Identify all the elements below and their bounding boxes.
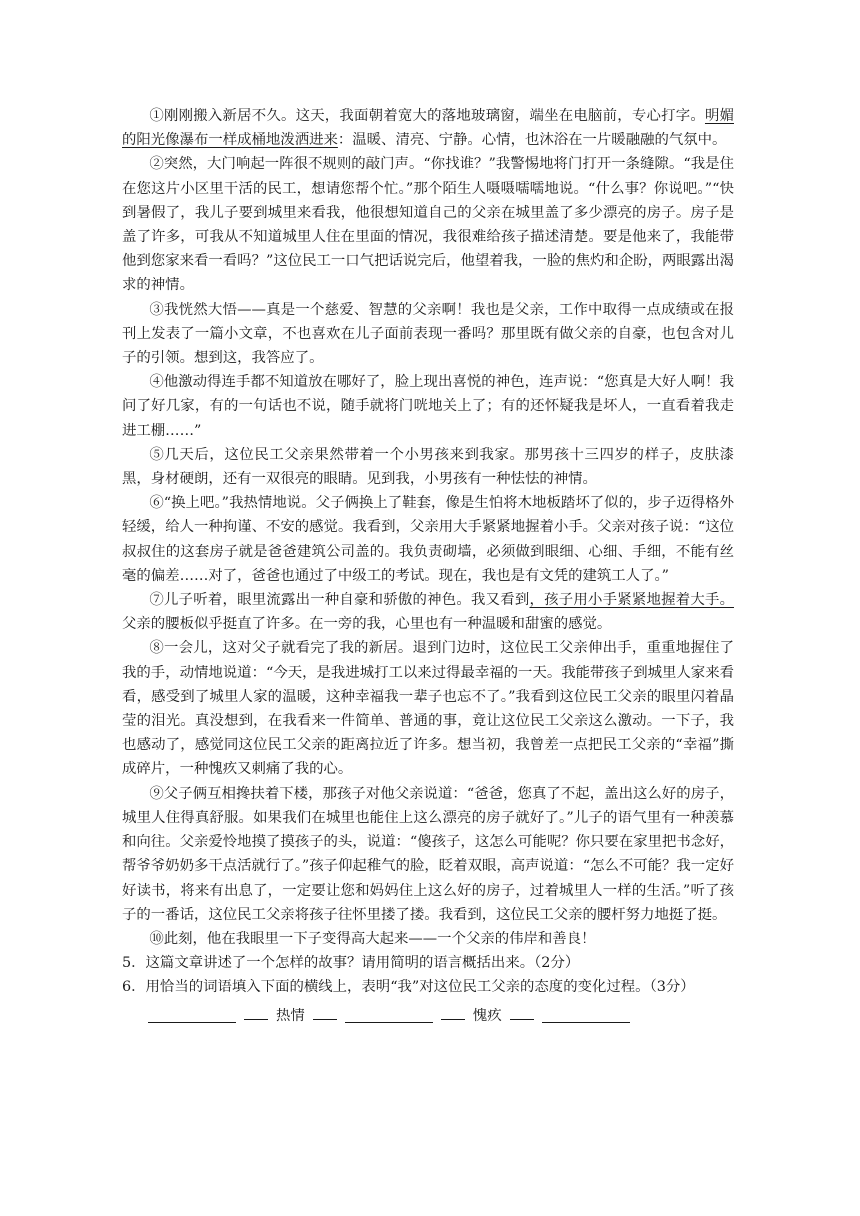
underlined-sentence: 明媚的阳光像瀑布一样成桶地泼洒进来 — [122, 108, 734, 149]
paragraph-text: ⑨父子俩互相搀扶着下楼，那孩子对他父亲说道：“爸爸，您真了不起，盖出这么好的房子，城里人住得真舒服。如果我们在城里也能住上这么漂亮的房子就好了。”儿子的语气里有一种羡慕和向往。父亲爱怜地摸了摸孩子的头，说道：“傻孩子，这怎么可能呢？你只要在家里把书念好，帮爷爷奶奶多干点活就行了。”孩子仰起稚气的脸，眨着双眼，高声说道：“怎么不可能？我一定好好读书，将来有出息了，一定要让您和妈妈住上这么好的房子，过着城里人一样的生活。”听了孩子的一番话，这位民工父亲将孩子往怀里搂了搂。我看到，这位民工父亲的腰杆努力地挺了挺。 — [122, 785, 734, 923]
answer-blank-3[interactable] — [542, 1008, 630, 1023]
dash-3 — [441, 1011, 465, 1020]
answer-blank-2[interactable] — [345, 1008, 433, 1023]
dash-2 — [313, 1011, 337, 1020]
answer-word-2: 愧疚 — [472, 1007, 502, 1024]
dash-4 — [510, 1011, 534, 1020]
paragraph-p3 — [122, 298, 734, 371]
paragraph-p9 — [122, 782, 734, 927]
paragraph-p7 — [122, 588, 734, 636]
answer-line — [146, 1004, 734, 1028]
paragraph-text: ①刚刚搬入新居不久。这天，我面朝着宽大的落地玻璃窗，端坐在电脑前，专心打字。 — [149, 108, 705, 124]
question-5: 5．这篇文章讲述了一个怎样的故事？请用简明的语言概括出来。（2分） — [122, 955, 580, 972]
paragraph-text: ⑥“换上吧。”我热情地说。父子俩换上了鞋套，像是生怕将木地板踏坏了似的，步子迈得格外轻缓，给人一种拘谨、不安的感觉。我看到，父亲用大手紧紧地握着小手。父亲对孩子说：“这位叔叔住的这套房子就是爸爸建筑公司盖的。我负责砌墙，必须做到眼细、心细、手细，不能有丝毫的偏差……对了，爸爸也通过了中级工的考试。现在，我也是有文凭的建筑工人了。” — [122, 495, 734, 584]
article-body — [122, 104, 734, 951]
paragraph-text: ：温暖、清亮、宁静。心情，也沐浴在一片暖融融的气氛中。 — [337, 132, 727, 149]
paragraph-text: ⑤几天后，这位民工父亲果然带着一个小男孩来到我家。那男孩十三四岁的样子，皮肤漆黑，身材硬朗，还有一双很亮的眼睛。见到我，小男孩有一种怯怯的神情。 — [122, 446, 734, 488]
underlined-sentence: ，孩子用小手紧紧地握着大手。 — [529, 592, 734, 609]
answer-blank-1[interactable] — [148, 1008, 236, 1023]
paragraph-text: ⑧一会儿，这对父子就看完了我的新居。退到门边时，这位民工父亲伸出手，重重地握住了我的手，动情地说道：“今天，是我进城打工以来过得最幸福的一天。我能带孩子到城里人家来看看，感受到了城里人家的温暖，这种幸福我一辈子也忘不了。”我看到这位民工父亲的眼里闪着晶莹的泪光。真没想到，在我看来一件简单、普通的事，竟让这位民工父亲这么激动。一下子，我也感动了，感觉同这位民工父亲的距离拉近了许多。想当初，我曾差一点把民工父亲的“幸福”撕成碎片，一种愧疚又刺痛了我的心。 — [122, 640, 734, 778]
article-page — [122, 104, 734, 1028]
paragraph-p2 — [122, 152, 734, 297]
paragraph-p10 — [122, 927, 734, 951]
paragraph-text: ⑦儿子听着，眼里流露出一种自豪和骄傲的神色。我又看到 — [149, 592, 530, 609]
paragraph-text: ④他激动得连手都不知道放在哪好了，脸上现出喜悦的神色，连声说：“您真是大好人啊！我问了好几家，有的一句话也不说，随手就将门咣地关上了；有的还怀疑我是坏人，一直看着我走进工棚……” — [122, 374, 734, 439]
paragraph-p8 — [122, 636, 734, 781]
dash-1 — [244, 1011, 268, 1020]
question-6: 6．用恰当的词语填入下面的横线上，表明“我”对这位民工父亲的态度的变化过程。（3分） — [122, 979, 695, 996]
paragraph-text: 父亲的腰板似乎挺直了许多。在一旁的我，心里也有一种温暖和甜蜜的感觉。 — [122, 616, 612, 633]
paragraph-p5 — [122, 443, 734, 491]
paragraph-text: ③我恍然大悟——真是一个慈爱、智慧的父亲啊！我也是父亲，工作中取得一点成绩或在报刊上发表了一篇小文章，不也喜欢在儿子面前表现一番吗？那里既有做父亲的自豪，也包含对儿子的引领。想到这，我答应了。 — [122, 301, 734, 367]
answer-word-1: 热情 — [276, 1007, 305, 1024]
paragraph-text: ⑩此刻，他在我眼里一下子变得高大起来——一个父亲的伟岸和善良！ — [149, 930, 596, 947]
paragraph-text: ②突然，大门响起一阵很不规则的敲门声。“你找谁？”我警惕地将门打开一条缝隙。“我是住在您这片小区里干活的民工，想请您帮个忙。”那个陌生人嗫嗫嚅嚅地说。“什么事？你说吧。”“快到暑假了，我儿子要到城里来看我，他很想知道自己的父亲在城里盖了多少漂亮的房子。房子是盖了许多，可我从不知道城里人住在里面的情况，我很难给孩子描述清楚。要是他来了，我能带他到您家来看一看吗？”这位民工一口气把话说完后，他望着我，一脸的焦灼和企盼，两眼露出渴求的神情。 — [122, 156, 734, 294]
paragraph-p1 — [122, 104, 734, 152]
paragraph-p6 — [122, 491, 734, 588]
paragraph-p4 — [122, 370, 734, 443]
